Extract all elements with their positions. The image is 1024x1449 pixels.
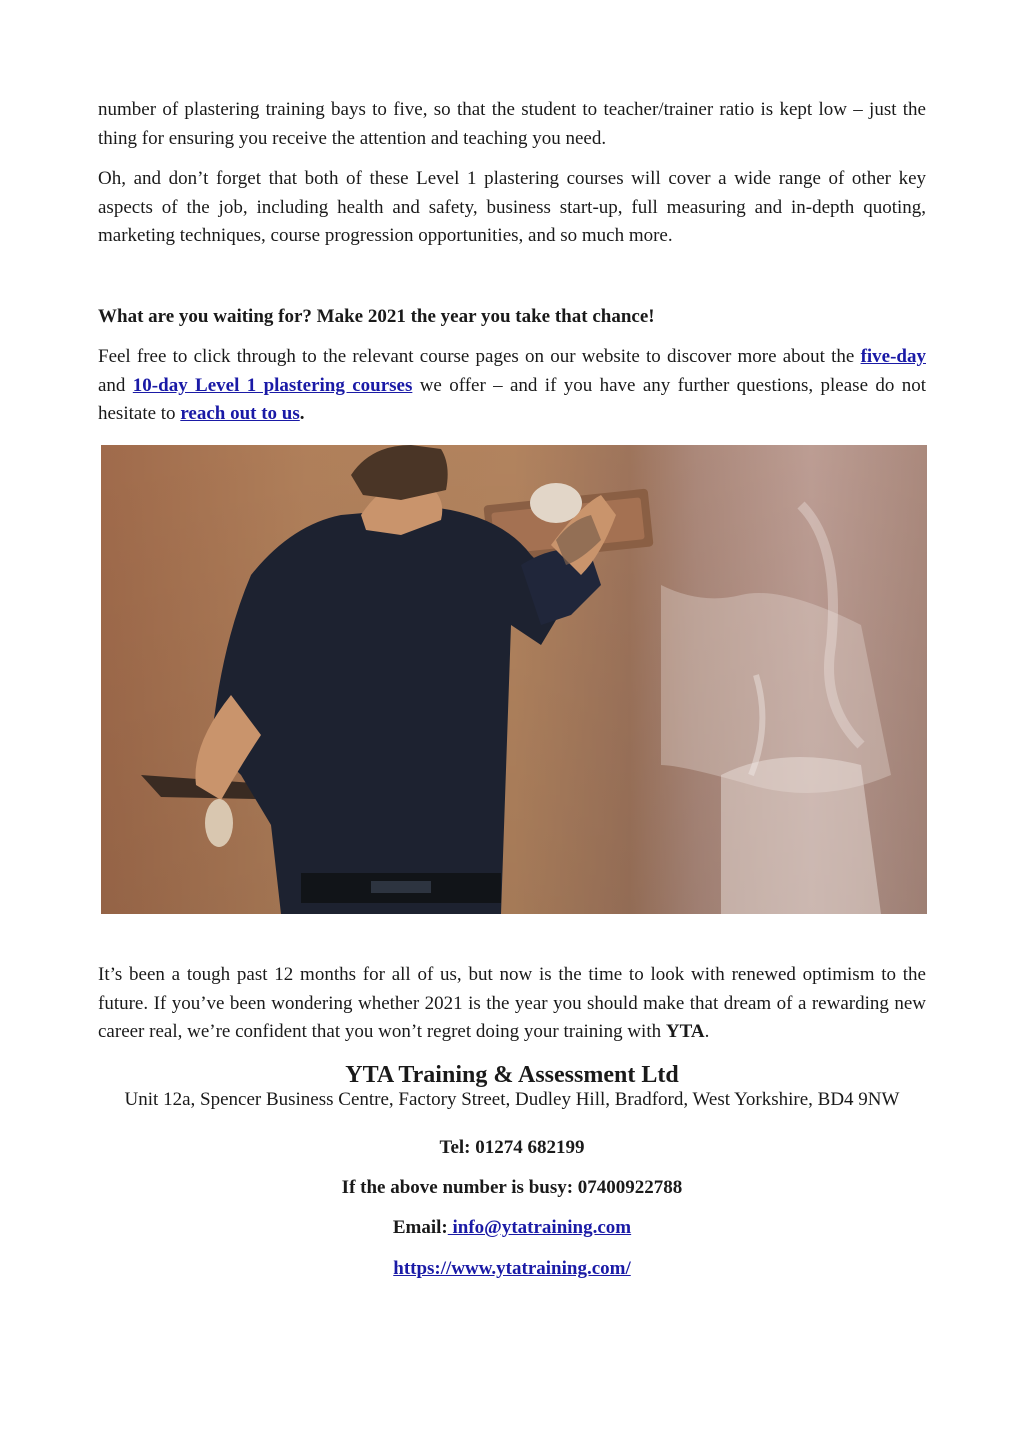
plasterer-photo bbox=[101, 445, 927, 914]
text-span: and bbox=[98, 374, 133, 396]
email-line bbox=[98, 1216, 926, 1240]
text-span: It’s been a tough past 12 months for all of us, but now is the time to look with renewed optimism to the future. If you’ve been wondering whether 2021 is the year you should make that dream of a rewarding new career real, we’re confident that you won’t regret doing your training with bbox=[98, 964, 926, 1043]
section-heading: What are you waiting for? Make 2021 the year you take that chance! bbox=[98, 306, 655, 327]
paragraph-course-coverage: Oh, and don’t forget that both of these Level 1 plastering courses will cover a wide range of other key aspects of the job, including health and safety, business start-up, full measuring and in-depth quoting, marketing techniques, course progression opportunities, and so much more. bbox=[98, 168, 926, 247]
alternate-phone-number: If the above number is busy: 07400922788 bbox=[341, 1177, 683, 1198]
email-link[interactable]: info@ytatraining.com bbox=[447, 1217, 632, 1238]
brand-name: YTA bbox=[665, 1021, 705, 1043]
website-line bbox=[98, 1257, 926, 1281]
text-span: we offer – and if you have any further questions, please do not hesitate to bbox=[98, 374, 926, 425]
reach-out-link[interactable]: reach out to us bbox=[180, 403, 300, 425]
paragraph-course-links bbox=[98, 343, 926, 429]
text-span: . bbox=[299, 403, 305, 425]
five-day-course-link[interactable]: five-day bbox=[860, 346, 926, 367]
company-name: YTA Training & Assessment Ltd bbox=[345, 1062, 679, 1088]
text-span: Feel free to click through to the relevant course pages on our website to discover more about the bbox=[98, 346, 861, 367]
paragraph-training-bays: number of plastering training bays to five, so that the student to teacher/trainer ratio is kept low – just the thing for ensuring you receive the attention and teaching you need. bbox=[98, 99, 926, 149]
text-span: . bbox=[704, 1021, 710, 1043]
telephone-number: Tel: 01274 682199 bbox=[439, 1137, 585, 1158]
company-address: Unit 12a, Spencer Business Centre, Factory Street, Dudley Hill, Bradford, West Yorkshire, BD4 9NW bbox=[124, 1089, 900, 1110]
website-link[interactable]: https://www.ytatraining.com/ bbox=[393, 1258, 631, 1279]
email-label: Email: bbox=[392, 1217, 448, 1238]
paragraph-closing bbox=[98, 961, 926, 1047]
ten-day-course-link[interactable]: 10-day Level 1 plastering courses bbox=[132, 374, 413, 396]
